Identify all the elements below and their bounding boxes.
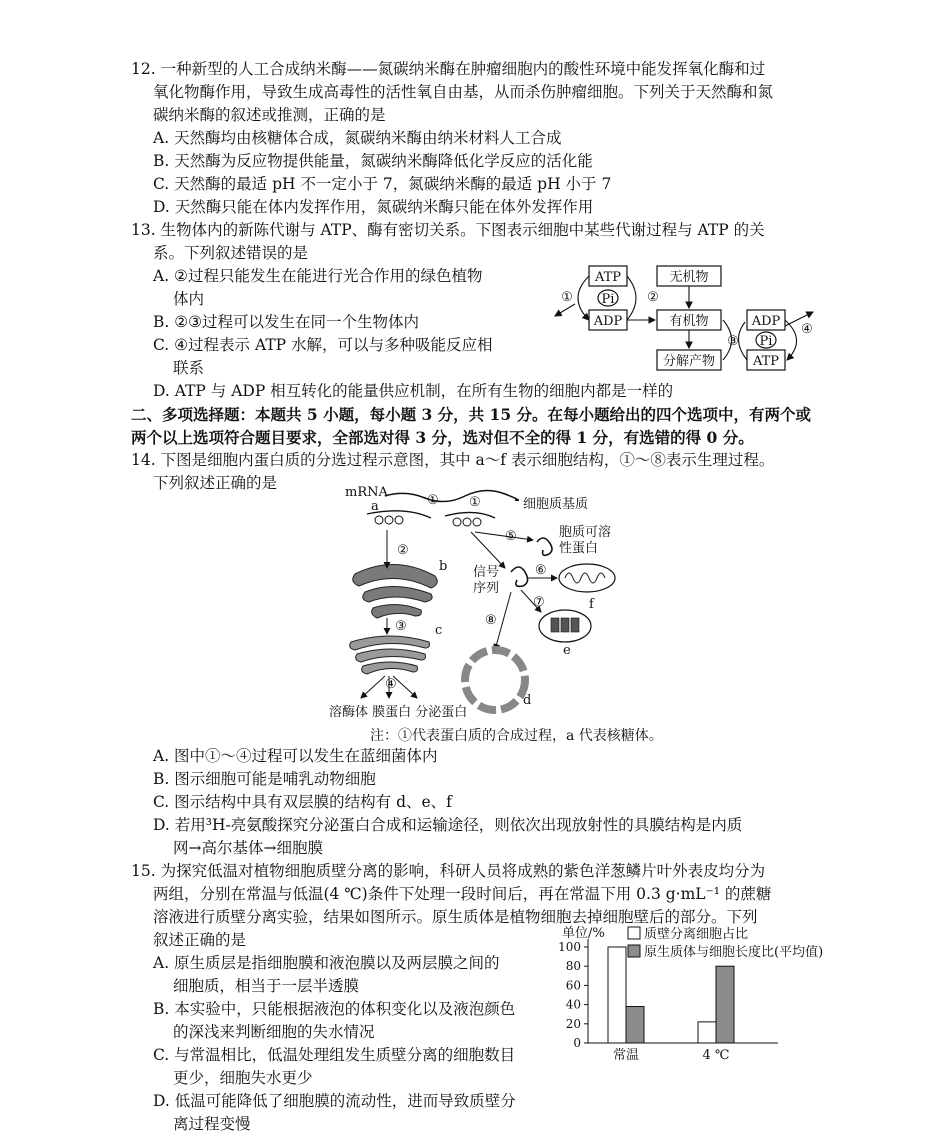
y-tick-label: 20 [565,1016,581,1031]
q13-option-d: D. ATP 与 ADP 相互转化的能量供应机制，在所有生物的细胞内都是一样的 [153,382,674,400]
y-tick-label: 40 [565,997,581,1012]
mito-label-f: f [589,597,594,612]
q15-option-c-cont: 更少，细胞失水更少 [173,1069,313,1087]
cytosol-label: 细胞质基质 [523,497,589,512]
q12-stem-line-3: 碳纳米酶的叙述或推测，正确的是 [153,106,386,124]
atp-label-2: ATP [752,354,780,369]
q14-stem-line-2: 下列叙述正确的是 [153,474,278,492]
section2-heading-line-2: 两个以上选项符合题目要求，全部选对得 3 分，选对但不全的得 1 分，有选错的得 0 分。 [131,428,754,447]
q12-option-a: A. 天然酶均由核糖体合成，氮碳纳米酶由纳米材料人工合成 [153,129,562,147]
q13-option-a: A. ②过程只能发生在能进行光合作用的绿色植物 [153,267,483,285]
products-label: 分解产物 [662,354,716,369]
q15-option-d-cont: 离过程变慢 [173,1115,251,1133]
process-2: ② [647,290,659,305]
legend-swatch-1 [628,927,640,939]
q15-stem-line-1: 15. 为探究低温对植物细胞质壁分离的影响，科研人员将成熟的紫色洋葱鳞片叶外表皮均分为 [131,862,766,880]
process-1: ① [561,290,573,305]
process-4-label: ④ [385,677,397,692]
bottom-labels: 溶酶体 膜蛋白 分泌蛋白 [329,705,468,720]
q15-option-a-cont: 细胞质，相当于一层半透膜 [173,977,360,995]
signal-label-1: 信号 [473,565,500,580]
q14-stem-line-1: 14. 下图是细胞内蛋白质的分选过程示意图，其中 a～f 表示细胞结构，①～⑧表示生理过程。 [131,451,775,469]
plasmolysis-bar-chart [552,925,842,1065]
x-category-label: 常温 [612,1048,640,1063]
q12-option-d: D. 天然酶只能在体内发挥作用，氮碳纳米酶只能在体外发挥作用 [153,198,594,216]
q15-option-b-cont: 的深浅来判断细胞的失水情况 [173,1023,375,1041]
nucleus-label-d: d [523,693,532,708]
q14-diagram-note: 注：①代表蛋白质的合成过程，a 代表核糖体。 [370,728,663,744]
q14-option-d-cont: 网→高尔基体→细胞膜 [173,839,323,857]
q15-stem-line-4: 叙述正确的是 [153,931,247,949]
pi-label-1: Pi [601,292,615,307]
atp-label-1: ATP [594,270,622,285]
q15-option-d: D. 低温可能降低了细胞膜的流动性，进而导致质壁分 [153,1092,516,1110]
q14-option-d: D. 若用³H-亮氨酸探究分泌蛋白合成和运输途径，则依次出现放射性的具膜结构是内质 [153,816,743,834]
q13-option-b: B. ②③过程可以发生在同一个生物体内 [153,313,420,331]
process-1-label: ① [427,493,439,508]
q12-option-b: B. 天然酶为反应物提供能量，氮碳纳米酶降低化学反应的活化能 [153,152,593,170]
y-tick-label: 0 [573,1036,581,1050]
process-2-label: ② [397,543,409,558]
q12-stem-line-1: 12. 一种新型的人工合成纳米酶——氮碳纳米酶在肿瘤细胞内的酸性环境中能发挥氧化酶和过 [131,60,766,78]
bar-0-1 [626,1007,644,1043]
er-label-b: b [439,559,448,574]
golgi-label-c: c [435,623,443,638]
pi-label-2: Pi [759,334,773,349]
q15-option-b: B. 本实验中，只能根据液泡的体积变化以及液泡颜色 [153,1000,516,1018]
q15-option-c: C. 与常温相比，低温处理组发生质壁分离的细胞数目 [153,1046,516,1064]
adp-label-1: ADP [593,314,623,329]
q14-option-b: B. 图示细胞可能是哺乳动物细胞 [153,770,376,788]
mrna-label: mRNA [345,485,388,500]
ribosome-label-a: a [371,499,379,514]
y-tick-label: 80 [565,959,581,974]
x-category-label: 4 ℃ [702,1048,730,1063]
process-7-label: ⑦ [533,595,545,610]
q13-option-c-cont: 联系 [173,359,205,377]
process-6-label: ⑥ [535,563,547,578]
bar-0-0 [608,947,626,1043]
process-3-label: ③ [395,619,407,634]
process-3: ③ [727,334,739,349]
q12-stem-line-2: 氧化物酶作用，导致生成高毒性的活性氧自由基，从而杀伤肿瘤细胞。下列关于天然酶和氮 [153,83,774,101]
signal-label-2: 序列 [473,581,500,596]
legend-swatch-2 [628,945,640,957]
y-tick-label: 100 [558,940,581,954]
organic-label: 有机物 [669,314,709,329]
bar-1-1 [716,966,734,1043]
q15-stem-line-3: 溶液进行质壁分离实验，结果如图所示。原生质体是植物细胞去掉细胞壁后的部分。下列 [153,908,758,926]
process-4: ④ [801,322,813,337]
chloro-label-e: e [563,643,571,658]
chart-y-unit: 单位/% [562,926,605,941]
q14-option-a: A. 图中①～④过程可以发生在蓝细菌体内 [153,747,438,765]
bar-1-0 [698,1022,716,1043]
q13-option-c: C. ④过程表示 ATP 水解，可以与多种吸能反应相 [153,336,493,354]
soluble-protein-label-1: 胞质可溶 [559,525,612,540]
inorganic-label: 无机物 [669,270,709,285]
legend-label-1: 质壁分离细胞占比 [644,927,749,942]
soluble-protein-label-2: 性蛋白 [559,541,599,556]
atp-cycle-diagram [545,262,825,374]
q13-option-a-cont: 体内 [173,290,205,308]
legend-label-2: 原生质体与细胞长度比(平均值) [644,945,824,960]
q13-stem-line-2: 系。下列叙述错误的是 [153,244,309,262]
process-5-label: ⑤ [505,529,517,544]
q14-option-c: C. 图示结构中具有双层膜的结构有 d、e、f [153,793,452,811]
process-1b-label: ① [469,495,481,510]
protein-sorting-diagram [329,484,625,724]
q12-option-c: C. 天然酶的最适 pH 不一定小于 7，氮碳纳米酶的最适 pH 小于 7 [153,175,612,193]
q15-option-a: A. 原生质层是指细胞膜和液泡膜以及两层膜之间的 [153,954,500,972]
section2-heading-line-1: 二、多项选择题：本题共 5 小题，每小题 3 分，共 15 分。在每小题给出的四个选项中，有两个或 [131,405,812,424]
process-8-label: ⑧ [485,613,497,628]
adp-label-2: ADP [751,314,781,329]
y-tick-label: 60 [565,978,581,993]
q13-stem-line-1: 13. 生物体内的新陈代谢与 ATP、酶有密切关系。下图表示细胞中某些代谢过程与 ATP 的关 [131,221,765,239]
q15-stem-line-2: 两组，分别在常温与低温(4 ℃)条件下处理一段时间后，再在常温下用 0.3 g·mL⁻¹ 的蔗糖 [153,885,772,903]
